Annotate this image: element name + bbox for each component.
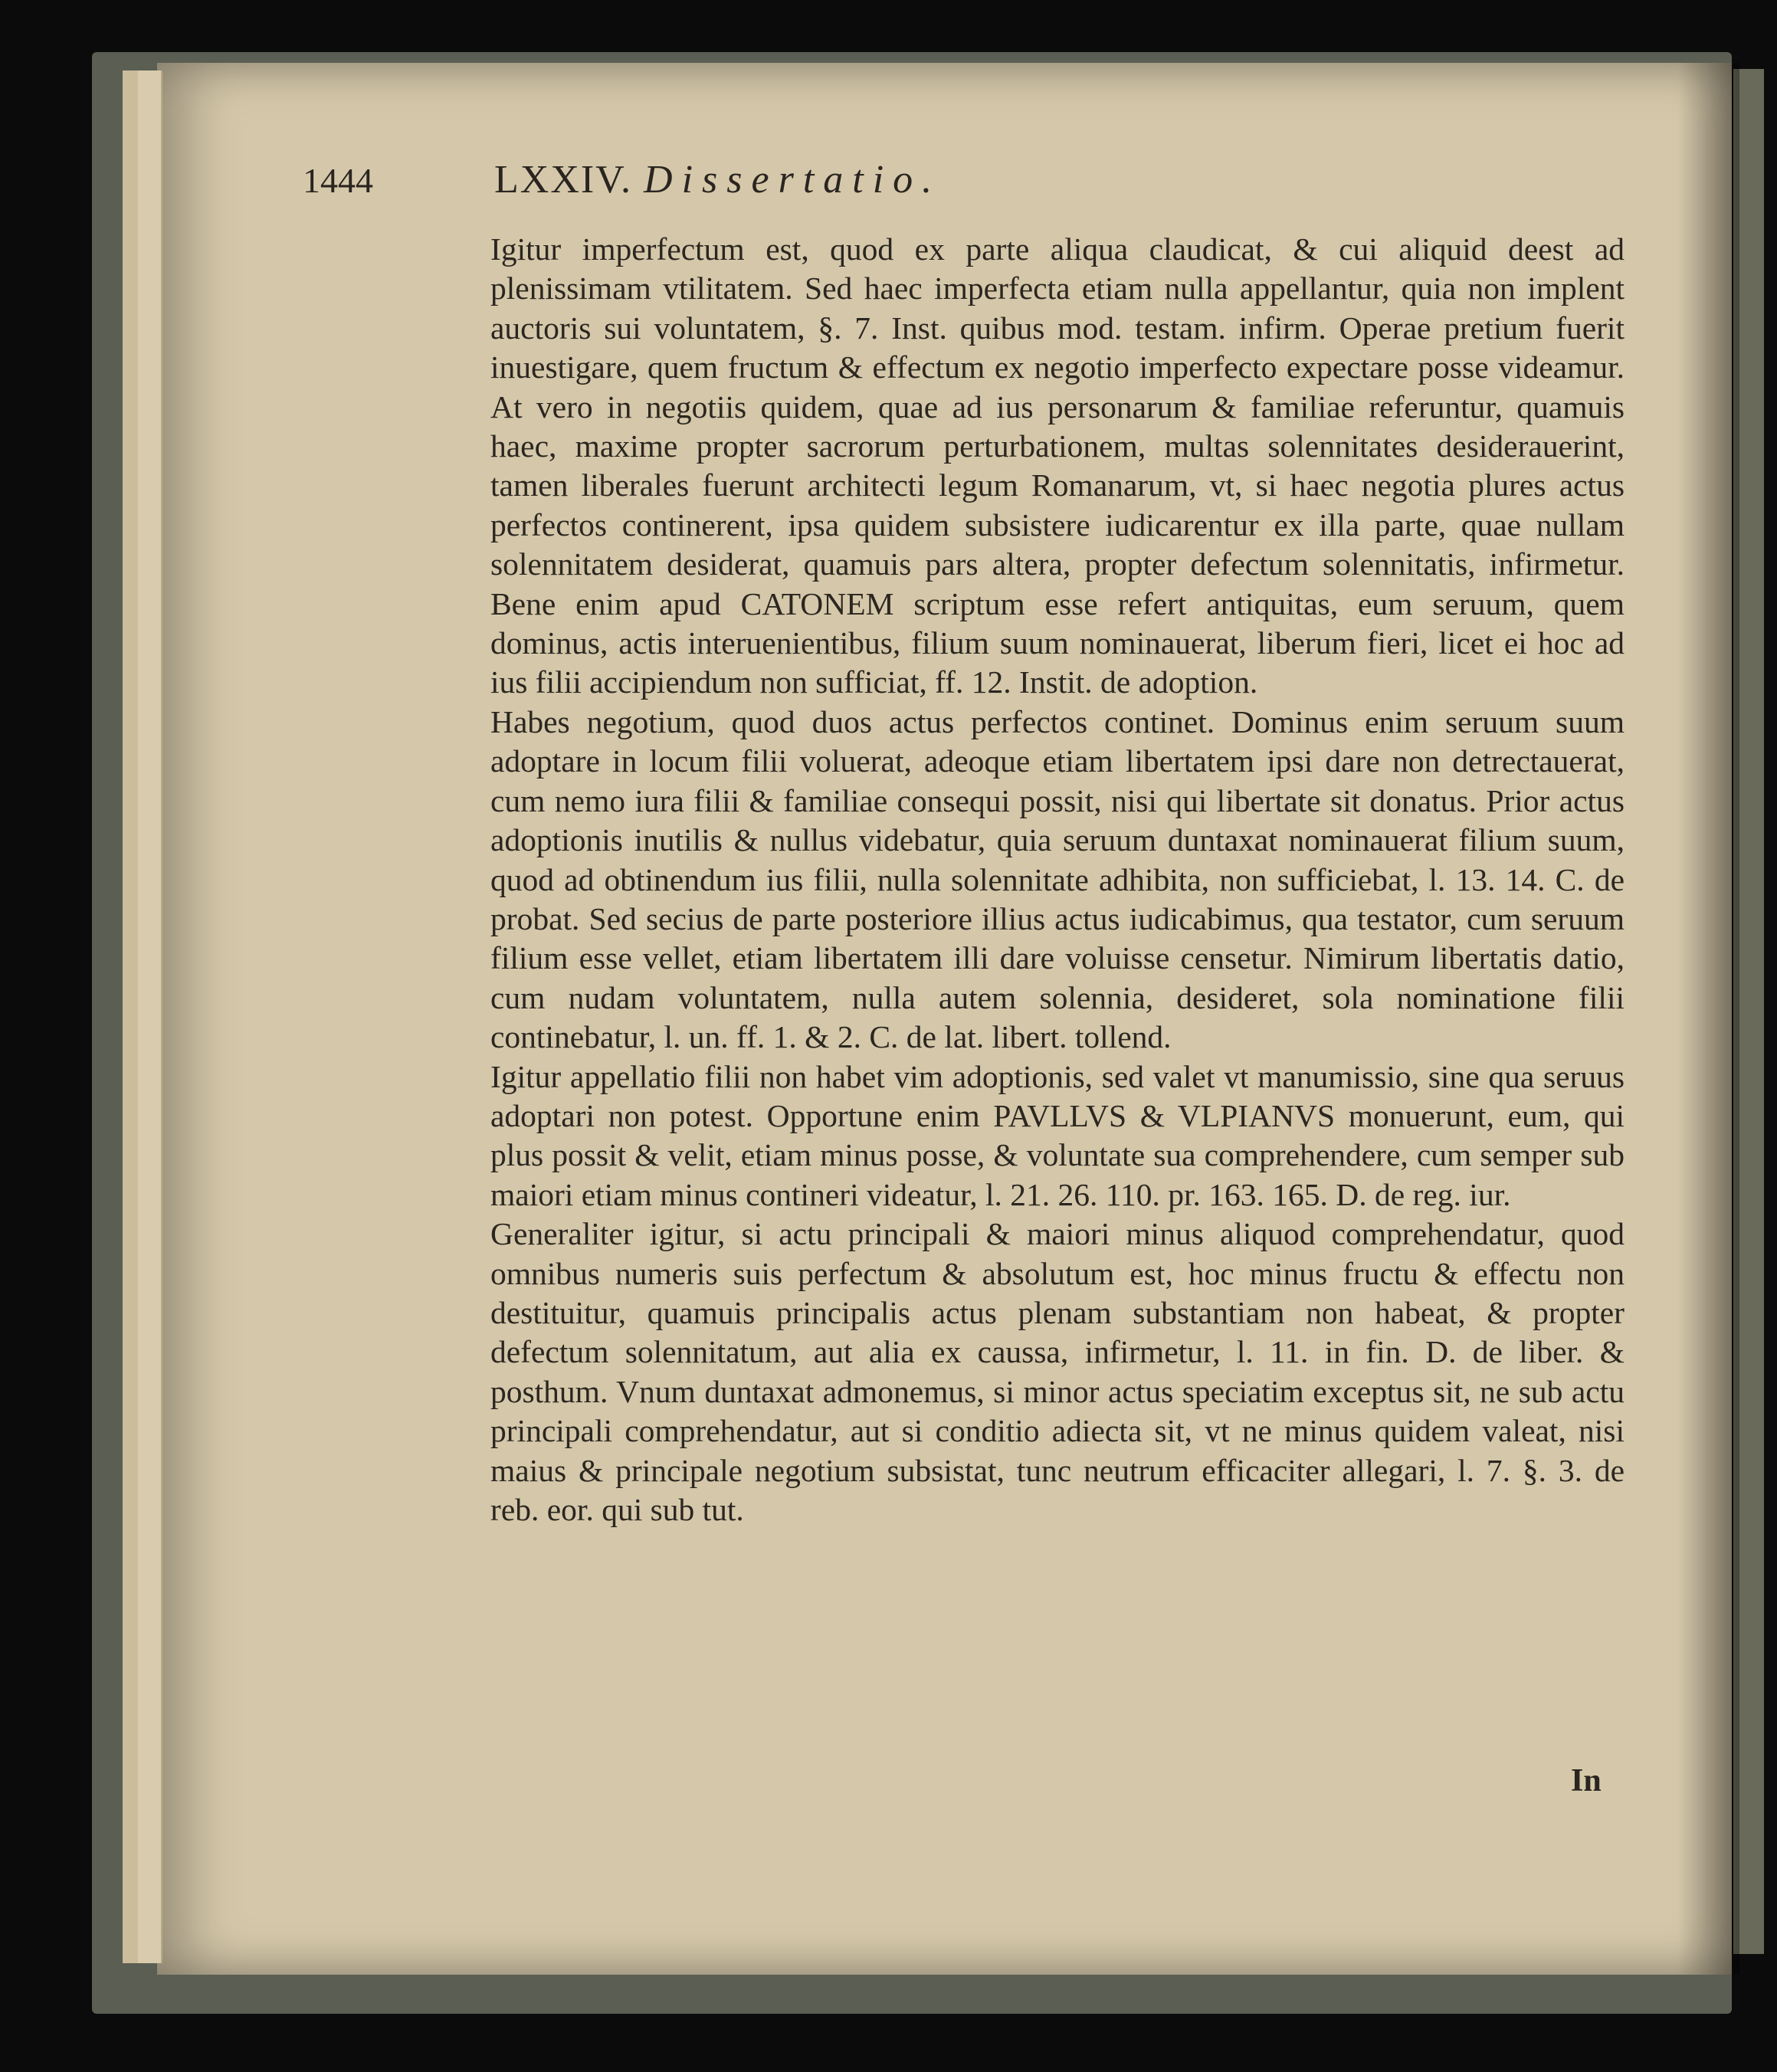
- title-italic: Dissertatio.: [644, 158, 942, 202]
- running-title: [494, 157, 941, 202]
- paragraph: Generaliter igitur, si actu principali & maiori minus aliquod comprehendatur, quod omnibus numeris suis perfectum & absolutum est, hoc minus fructu & effectu non destituitur, quamuis principalis actus plenam substantiam non habeat, & propter defectum solennitatum, aut alia ex caussa, infirmetur, l. 11. in fin. D. de liber. & posthum. Vnum duntaxat admonemus, si minor actus speciatim exceptus sit, ne sub actu principali comprehendatur, aut si conditio adiecta sit, vt ne minus quidem valeat, nisi maius & principale negotium subsistat, tunc neutrum efficaciter allegari, l. 7. §. 3. de reb. eor. qui sub tut.: [490, 1216, 1625, 1527]
- catchword: In: [1571, 1763, 1602, 1798]
- page-fold-shadow: [1678, 63, 1739, 1975]
- body-text: [490, 230, 1625, 1529]
- paragraph: Igitur imperfectum est, quod ex parte aliqua claudicat, & cui aliquid deest ad plenissimam vtilitatem. Sed haec imperfecta etiam nulla appellantur, quia non implent auctoris sui voluntatem, §. 7. Inst. quibus mod. testam. infirm. Operae pretium fuerit inuestigare, quem fructum & effectum ex negotio imperfecto expectare posse videamur. At vero in negotiis quidem, quae ad ius personarum & familiae referuntur, quamuis haec, maxime propter sacrorum perturbationem, multas solennitates desiderauerint, tamen liberales fuerunt architecti legum Romanarum, vt, si haec negotia plures actus perfectos continerent, ipsa quidem subsistere iudicarentur ex illa parte, quae nullam solennitatem desiderat, quamuis pars altera, propter defectum solennitatis, infirmetur. Bene enim apud CATONEM scriptum esse refert antiquitas, eum seruum, quem dominus, actis interuenientibus, filium suum nominauerat, liberum fieri, licet ei hoc ad ius filii accipiendum non sufficiat, ff. 12. Instit. de adoption.: [490, 231, 1625, 700]
- paragraph: Habes negotium, quod duos actus perfectos continet. Dominus enim seruum suum adoptare in locum filii voluerat, adeoque etiam libertatem ipsi dare non detrectauerat, cum nemo iura filii & familiae consequi possit, nisi qui libertate sit donatus. Prior actus adoptionis inutilis & nullus videbatur, quia seruum duntaxat nominauerat filium suum, quod ad obtinendum ius filii, nulla solennitate adhibita, non sufficiebat, l. 13. 14. C. de probat. Sed secius de parte posteriore illius actus iudicabimus, qua testator, cum seruum filium esse vellet, etiam libertatem illi dare voluisse censetur. Nimirum libertatis datio, cum nudam voluntatem, nulla autem solennia, desideret, sola nominatione filii continebatur, l. un. ff. 1. & 2. C. de lat. libert. tollend.: [490, 703, 1625, 1055]
- page-number: 1444: [303, 161, 373, 200]
- paragraph: Igitur appellatio filii non habet vim adoptionis, sed valet vt manumissio, sine qua seruus adoptari non potest. Opportune enim PAVLLVS & VLPIANVS monuerunt, eum, qui plus possit & velit, etiam minus posse, & voluntate sua comprehendere, cum semper sub maiori etiam minus contineri videatur, l. 21. 26. 110. pr. 163. 165. D. de reg. iur.: [490, 1058, 1625, 1212]
- title-roman: LXXIV.: [494, 158, 633, 202]
- page-edges-inner: [138, 70, 162, 1963]
- running-header: [303, 157, 1391, 211]
